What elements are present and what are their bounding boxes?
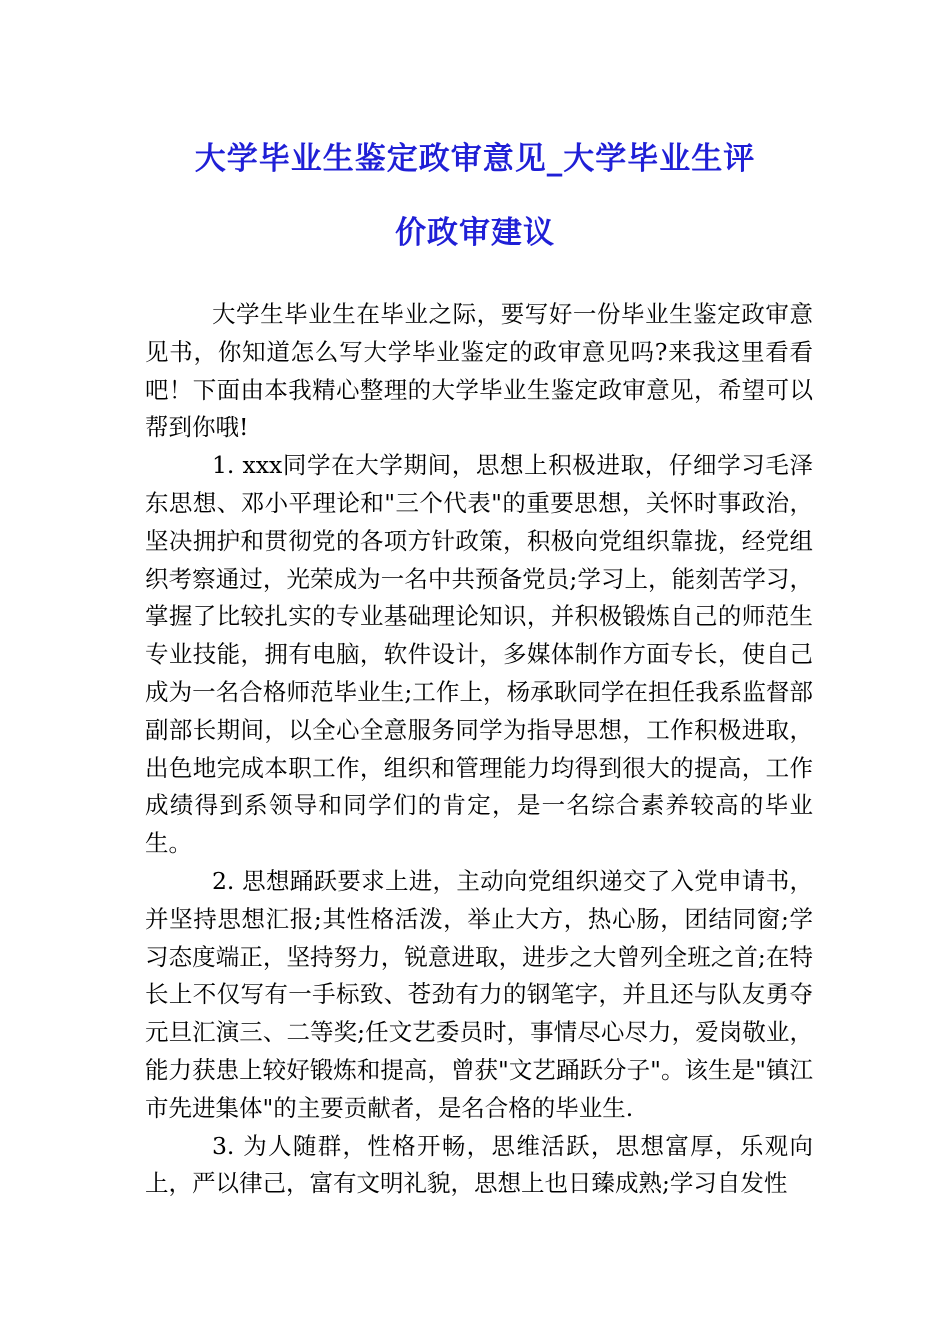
paragraph-intro: 大学生毕业生在毕业之际，要写好一份毕业生鉴定政审意见书，你知道怎么写大学毕业鉴定的政审意见吗?来我这里看看吧！下面由本我精心整理的大学毕业生鉴定政审意见，希望可以帮到你哦!	[145, 300, 813, 442]
document-body	[145, 296, 813, 1203]
paragraph-item-1: 1. xxx同学在大学期间，思想上积极进取，仔细学习毛泽东思想、邓小平理论和"三个代表"的重要思想，关怀时事政治，坚决拥护和贯彻党的各项方针政策，积极向党组织靠拢，经党组织考察通过，光荣成为一名中共预备党员;学习上，能刻苦学习，掌握了比较扎实的专业基础理论知识，并积极锻炼自己的师范生专业技能，拥有电脑，软件设计，多媒体制作方面专长，使自己成为一名合格师范毕业生;工作上，杨承耿同学在担任我系监督部副部长期间，以全心全意服务同学为指导思想，工作积极进取，出色地完成本职工作，组织和管理能力均得到很大的提高，工作成绩得到系领导和同学们的肯定，是一名综合素养较高的毕业生。	[145, 451, 813, 858]
paragraph-item-2: 2. 思想踊跃要求上进，主动向党组织递交了入党申请书，并坚持思想汇报;其性格活泼，举止大方，热心肠，团结同窗;学习态度端正，坚持努力，锐意进取，进步之大曾列全班之首;在特长上不仅写有一手标致、苍劲有力的钢笔字，并且还与队友勇夺元旦汇演三、二等奖;任文艺委员时，事情尽心尽力，爱岗敬业，能力获患上较好锻炼和提高，曾获"文艺踊跃分子"。该生是"镇江市先进集体"的主要贡献者，是名合格的毕业生.	[145, 866, 813, 1122]
document-title-line-2: 价政审建议	[395, 215, 555, 251]
paragraph-item-3: 3. 为人随群，性格开畅，思维活跃，思想富厚，乐观向上，严以律己，富有文明礼貌，思想上也日臻成熟;学习自发性	[145, 1131, 814, 1198]
document-title-line-1: 大学毕业生鉴定政审意见_大学毕业生评	[194, 141, 756, 177]
